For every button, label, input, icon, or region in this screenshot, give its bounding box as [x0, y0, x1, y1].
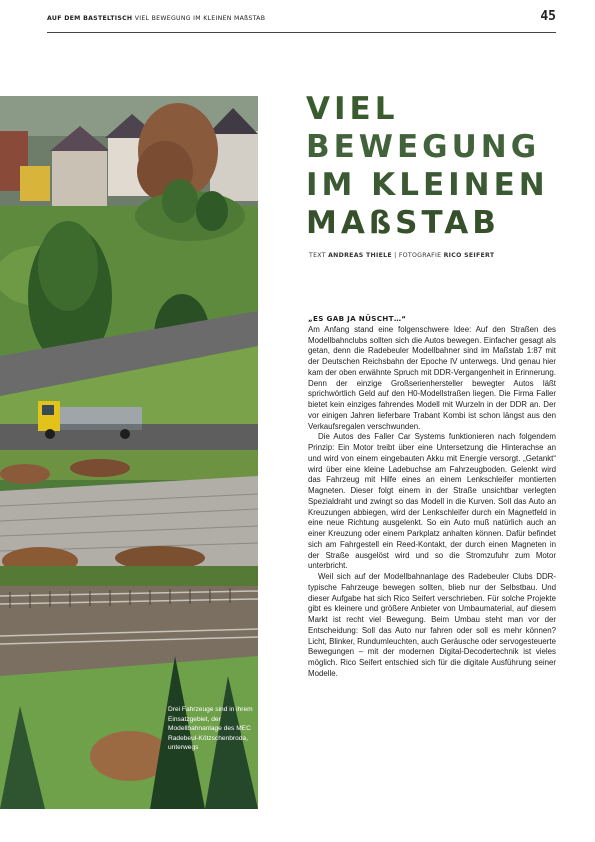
section-label-title: VIEL BEWEGUNG IM KLEINEN MAßSTAB [134, 15, 266, 22]
author-credits [309, 252, 494, 259]
title-line-2: BEWEGUNG [306, 129, 541, 165]
article-title [306, 90, 566, 242]
photo-illustration [0, 96, 258, 809]
title-line-3: IM KLEINEN [306, 167, 549, 203]
section-label-bold: AUF DEM BASTELTISCH [47, 15, 133, 22]
credit-text-label: TEXT [309, 252, 326, 259]
article-body [308, 314, 556, 680]
credit-photo-author: RICO SEIFERT [443, 252, 495, 259]
credit-text-author: ANDREAS THIELE [328, 252, 392, 259]
running-header [47, 9, 556, 31]
page-number: 45 [540, 9, 556, 24]
article-paragraph-1: Am Anfang stand eine folgenschwere Idee: Auf den Straßen des Modellbahnclubs sollten sich die Autos bewegen. Einfacher gesagt als getan, denn die Radebeuler Modellbahner sind im Maßstab 1:87 mit der Deutschen Reichsbahn der Epoche IV unterwegs. Und genau hier kam der oben erwähnte Spruch mit DDR-Vergangenheit in Erinnerung. Denn der einzige Großserienhersteller bewegter Autos läßt sprichwörtlich Geld auf den H0-Modellstraßen liegen. Die Firma Faller bietet kein einziges fahrendes Modell mit Wurzeln in der DDR an. Der vor einigen Jahren lieferbare Trabant Kombi ist schon längst aus den Verkaufsregalen verschwunden. [308, 324, 556, 431]
article-paragraph-2: Die Autos des Faller Car Systems funktionieren nach folgendem Prinzip: Ein Motor treibt über eine Untersetzung die Hinterachse an und wird von einem eingebauten Akku mit Energie versorgt. „Getankt“ wird über eine kleine Ladebuchse am Fahrzeugboden. Gelenkt wird das Fahrzeug mit Hilfe eines an einem Lenkschleifer montierten Magneten. Dieser folgt einem in der Straße unsichtbar verlegten Spezialdraht und zwingt so das Modell in die Kurven. Soll das Auto an Kreuzungen abbiegen, wird der Lenkschleifer durch ein Magnetfeld in eine neue Richtung ausgelenkt. So ein Auto muß natürlich auch an einer Kreuzung oder einem Parkplatz anhalten können. Dafür befindet sich am Fahrgestell ein Reed-Kontakt, der durch einen Magneten in der Straße ausgelöst wird und so die Stromzufuhr zum Motor unterbricht. [308, 432, 556, 571]
section-label [47, 15, 265, 22]
credit-photo-label: FOTOGRAFIE [398, 252, 442, 259]
photo-caption: Drei Fahrzeuge sind in ihrem Einsatzgebiet, der Modellbahnanlage des MEC Radebeul-Kötzschenbroda, unterwegs [168, 706, 253, 752]
article-subheading: „ES GAB JA NÜSCHT…“ [308, 314, 407, 323]
title-line-1: VIEL [306, 91, 399, 127]
title-line-4: MAßSTAB [306, 205, 500, 241]
header-rule [47, 32, 556, 33]
model-railway-photo [0, 96, 258, 809]
credit-separator: | [394, 252, 397, 259]
article-paragraph-3: Weil sich auf der Modellbahnanlage des Radebeuler Clubs DDR-typische Fahrzeuge bewegen sollten, blieb nur der Selbstbau. Und dieser Aufgabe hat sich Rico Seifert verschrieben. Für solche Projekte gibt es kleinere und größere Anbieter von Umbaumaterial, auf diesem Markt ist recht viel Bewegung. Beim Umbau steht man vor der Entscheidung: Soll das Auto nur fahren oder soll es mehr können? Licht, Blinker, Rundumleuchten, auch Geräusche oder servogesteuerte Bewegungen – mit der modernen Digital-Decodertechnik ist vieles möglich. Rico Seifert entschied sich für die digitale Ausführung seiner Modelle. [308, 572, 556, 678]
